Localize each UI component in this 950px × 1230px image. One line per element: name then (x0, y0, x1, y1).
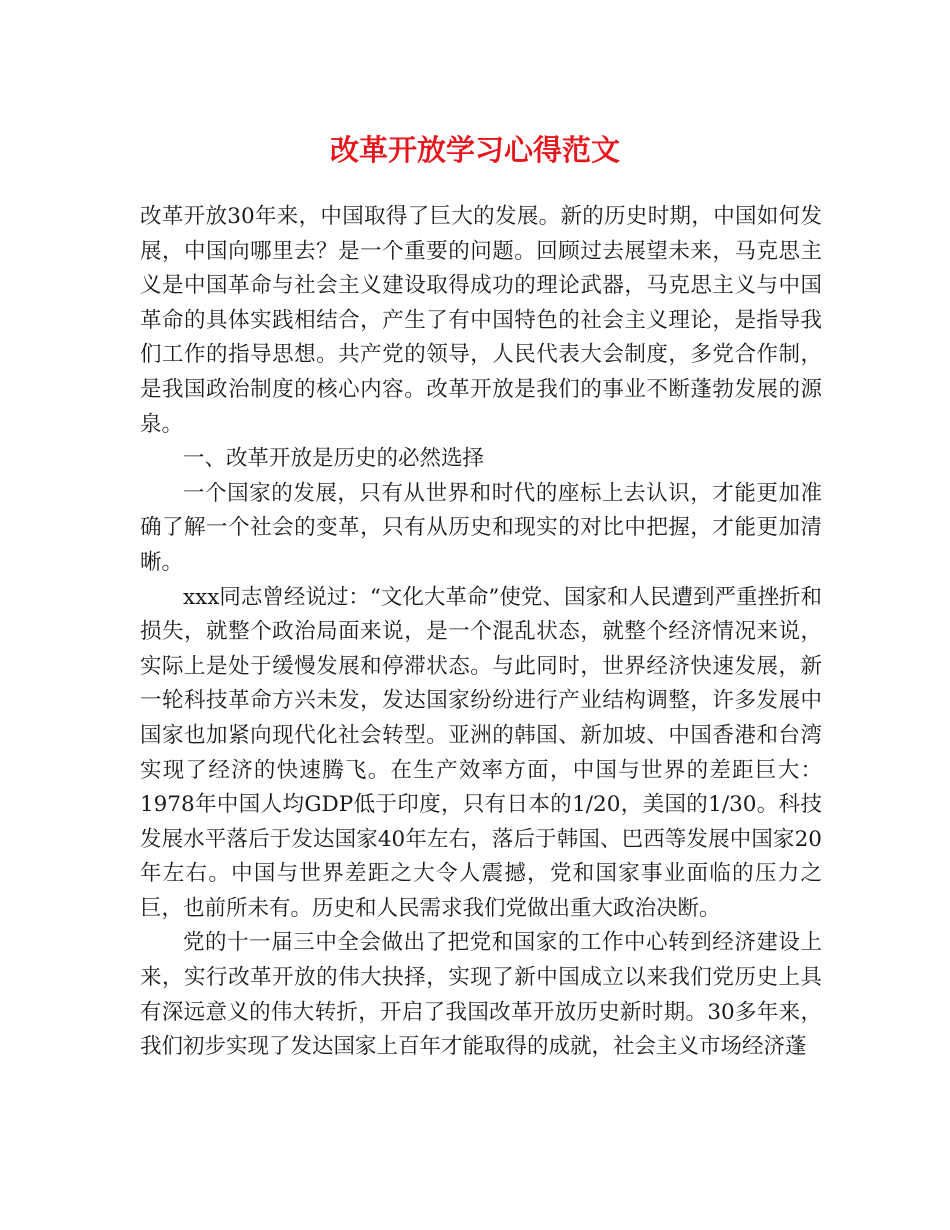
document-body (140, 200, 822, 1065)
paragraph-intro: 改革开放30年来，中国取得了巨大的发展。新的历史时期，中国如何发展，中国向哪里去？是一个重要的问题。回顾过去展望未来，马克思主义是中国革命与社会主义建设取得成功的理论武器，马克思主义与中国革命的具体实践相结合，产生了有中国特色的社会主义理论，是指导我们工作的指导思想。共产党的领导，人民代表大会制度，多党合作制，是我国政治制度的核心内容。改革开放是我们的事业不断蓬勃发展的源泉。 (140, 204, 822, 437)
paragraph: xxx同志曾经说过：“文化大革命”使党、国家和人民遭到严重挫折和损失，就整个政治局面来说，是一个混乱状态，就整个经济情况来说，实际上是处于缓慢发展和停滞状态。与此同时，世界经济快速发展，新一轮科技革命方兴未发，发达国家纷纷进行产业结构调整，许多发展中国家也加紧向现代化社会转型。亚洲的韩国、新加坡、中国香港和台湾实现了经济的快速腾飞。在生产效率方面，中国与世界的差距巨大：1978年中国人均GDP低于印度，只有日本的1/20，美国的1/30。科技发展水平落后于发达国家40年左右，落后于韩国、巴西等发展中国家20年左右。中国与世界差距之大令人震撼，党和国家事业面临的压力之巨，也前所未有。历史和人民需求我们党做出重大政治决断。 (140, 584, 822, 921)
document-title: 改革开放学习心得范文 (329, 133, 620, 167)
paragraph: 党的十一届三中全会做出了把党和国家的工作中心转到经济建设上来，实行改革开放的伟大抉择，实现了新中国成立以来我们党历史上具有深远意义的伟大转折，开启了我国改革开放历史新时期。30多年来，我们初步实现了发达国家上百年才能取得的成就，社会主义市场经济蓬 (140, 930, 822, 1060)
section-heading: 一、改革开放是历史的必然选择 (183, 446, 485, 472)
paragraph: 一个国家的发展，只有从世界和时代的座标上去认识，才能更加准确了解一个社会的变革，只有从历史和现实的对比中把握，才能更加清晰。 (140, 480, 822, 575)
